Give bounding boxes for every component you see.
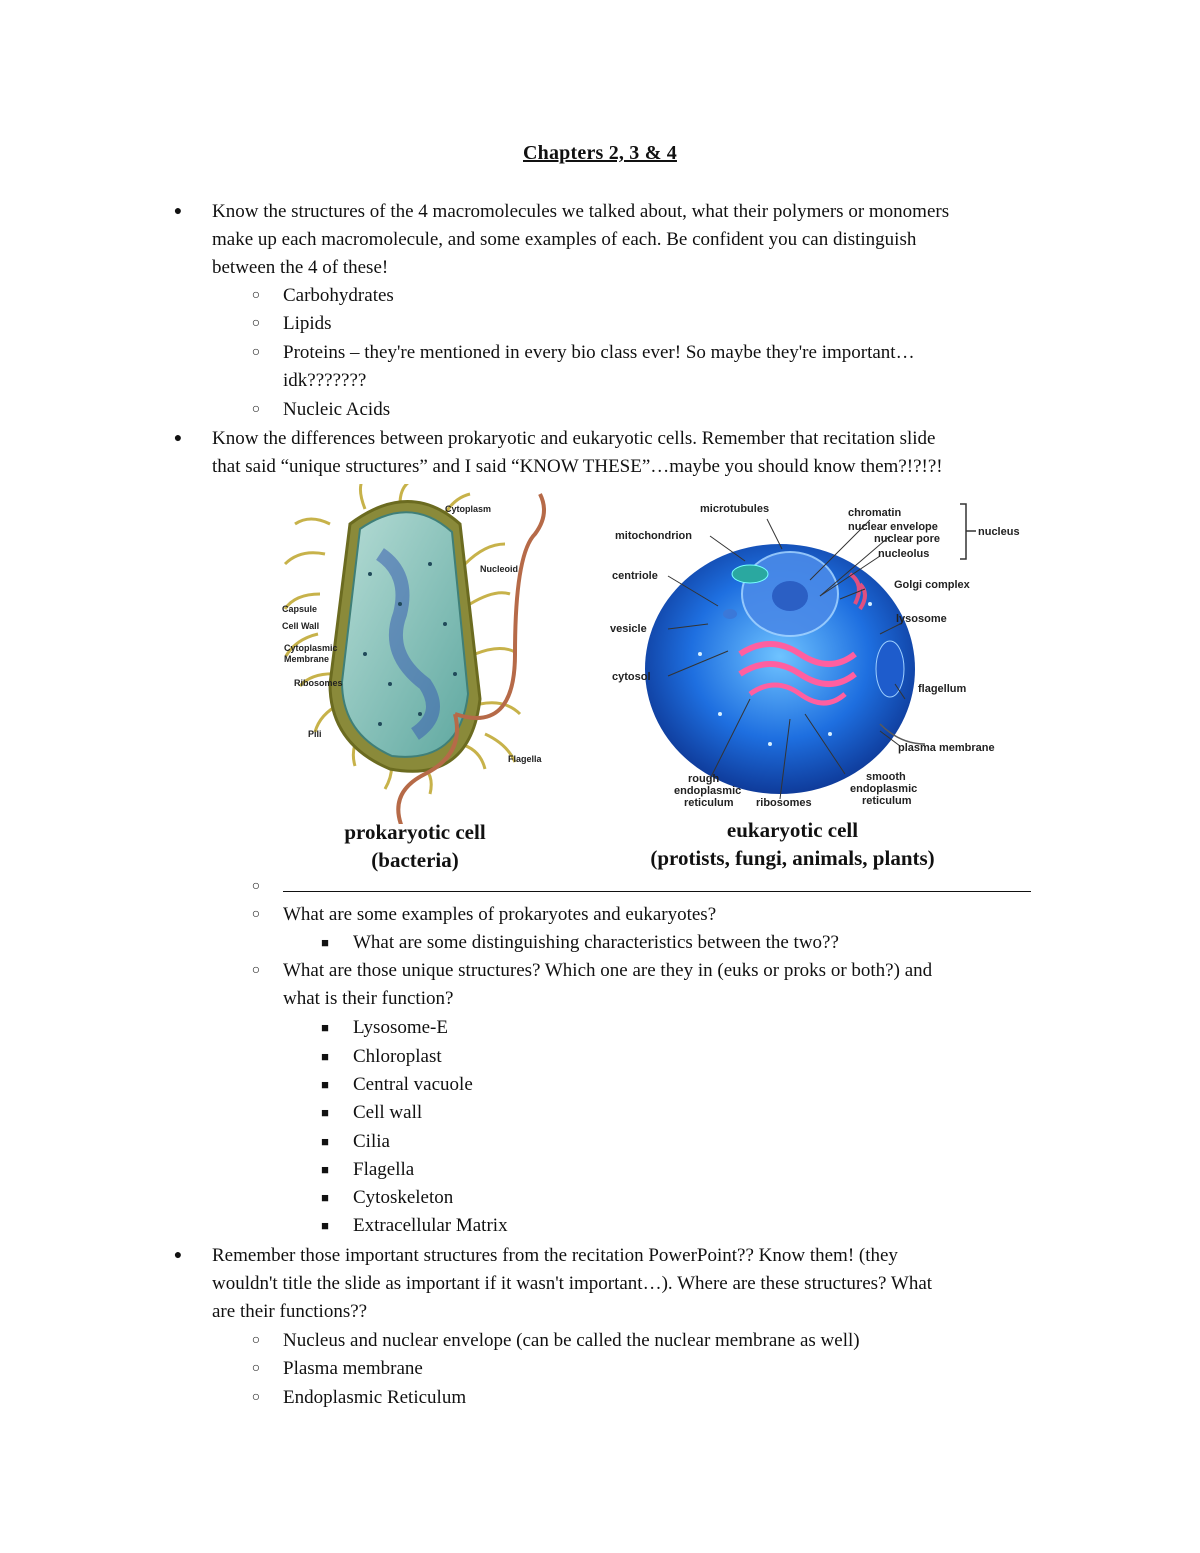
prokaryote-label: Cytoplasmic bbox=[284, 643, 338, 653]
circle-marker: ○ bbox=[251, 288, 261, 303]
circle-marker: ○ bbox=[251, 879, 261, 894]
bullet-marker: ● bbox=[173, 1248, 183, 1263]
eukaryote-label: flagellum bbox=[918, 683, 967, 695]
square-marker: ■ bbox=[321, 1105, 329, 1120]
list-item: Cytoskeleton bbox=[353, 1187, 454, 1208]
bullet3-line3: are their functions?? bbox=[212, 1301, 368, 1322]
list-item-continuation: idk??????? bbox=[283, 370, 367, 391]
square-marker: ■ bbox=[321, 1218, 329, 1233]
eukaryote-label: reticulum bbox=[862, 795, 912, 807]
list-item: Nucleic Acids bbox=[283, 399, 391, 420]
circle-marker: ○ bbox=[251, 1390, 261, 1405]
list-item: Cilia bbox=[353, 1131, 390, 1152]
bullet2-line2: that said “unique structures” and I said “KNOW THESE”…maybe you should know them?!?!?! bbox=[212, 456, 943, 477]
square-marker: ■ bbox=[321, 1077, 329, 1092]
list-item: Proteins – they're mentioned in every bio class ever! So maybe they're important… bbox=[283, 342, 915, 363]
eukaryote-label: vesicle bbox=[610, 623, 647, 635]
bullet1-line3: between the 4 of these! bbox=[212, 257, 389, 278]
list-item: Flagella bbox=[353, 1159, 415, 1180]
eukaryote-label: centriole bbox=[612, 570, 658, 582]
eukaryote-label: chromatin bbox=[848, 507, 902, 519]
square-marker: ■ bbox=[321, 1049, 329, 1064]
list-item-continuation: what is their function? bbox=[283, 988, 454, 1009]
page-title: Chapters 2, 3 & 4 bbox=[523, 142, 677, 164]
prokaryote-caption-sub: (bacteria) bbox=[371, 848, 459, 872]
bullet-marker: ● bbox=[173, 431, 183, 446]
eukaryote-label: endoplasmic bbox=[674, 785, 742, 797]
bullet3-line2: wouldn't title the slide as important if it wasn't important…). Where are these structures? What bbox=[212, 1273, 933, 1294]
eukaryote-label: lysosome bbox=[896, 613, 947, 625]
square-marker: ■ bbox=[321, 1134, 329, 1149]
eukaryote-label: reticulum bbox=[684, 797, 734, 809]
square-marker: ■ bbox=[321, 935, 329, 950]
prokaryote-drawing bbox=[282, 484, 544, 824]
prokaryote-label: Membrane bbox=[284, 654, 330, 664]
fill-in-blank-line bbox=[283, 891, 1031, 892]
eukaryote-label: plasma membrane bbox=[898, 742, 995, 754]
prokaryote-label: Pili bbox=[308, 729, 322, 739]
list-item: Nucleus and nuclear envelope (can be called the nuclear membrane as well) bbox=[283, 1330, 860, 1351]
bullet3-line1: Remember those important structures from the recitation PowerPoint?? Know them! (they bbox=[212, 1245, 898, 1266]
list-item: Carbohydrates bbox=[283, 285, 394, 306]
eukaryote-drawing bbox=[610, 503, 1020, 809]
eukaryote-label: nucleolus bbox=[878, 548, 930, 560]
square-marker: ■ bbox=[321, 1020, 329, 1035]
eukaryote-label: ribosomes bbox=[756, 797, 812, 809]
bullet2-line1: Know the differences between prokaryotic and eukaryotic cells. Remember that recitation slide bbox=[212, 428, 936, 449]
prokaryote-label: Nucleoid bbox=[480, 564, 519, 574]
list-item: What are some examples of prokaryotes and eukaryotes? bbox=[283, 904, 717, 925]
circle-marker: ○ bbox=[251, 1333, 261, 1348]
eukaryote-label: nuclear envelope bbox=[848, 521, 938, 533]
square-marker: ■ bbox=[321, 1190, 329, 1205]
list-item: Chloroplast bbox=[353, 1046, 442, 1067]
eukaryote-label: nuclear pore bbox=[874, 533, 941, 545]
list-item: Lipids bbox=[283, 313, 332, 334]
eukaryote-label: rough bbox=[688, 773, 720, 785]
circle-marker: ○ bbox=[251, 345, 261, 360]
list-item: Endoplasmic Reticulum bbox=[283, 1387, 467, 1408]
eukaryote-label: mitochondrion bbox=[615, 530, 692, 542]
eukaryote-label: cytosol bbox=[612, 671, 651, 683]
prokaryote-label: Cell Wall bbox=[282, 621, 320, 631]
prokaryote-label: Capsule bbox=[282, 604, 318, 614]
eukaryote-label: endoplasmic bbox=[850, 783, 918, 795]
list-item: Cell wall bbox=[353, 1102, 423, 1123]
circle-marker: ○ bbox=[251, 907, 261, 922]
eukaryote-label: microtubules bbox=[700, 503, 770, 515]
eukaryote-label: smooth bbox=[866, 771, 906, 783]
bullet-marker: ● bbox=[173, 204, 183, 219]
cell-illustration bbox=[270, 484, 1040, 824]
eukaryote-caption: eukaryotic cell bbox=[726, 818, 859, 842]
eukaryote-caption-sub: (protists, fungi, animals, plants) bbox=[650, 846, 935, 870]
prokaryote-label: Cytoplasm bbox=[445, 504, 492, 514]
cell-comparison-figure bbox=[270, 484, 1040, 874]
prokaryote-label: Flagella bbox=[508, 754, 542, 764]
eukaryote-label: Golgi complex bbox=[894, 579, 970, 591]
bullet1-line1: Know the structures of the 4 macromolecules we talked about, what their polymers or monomers bbox=[212, 201, 950, 222]
bullet1-line2: make up each macromolecule, and some examples of each. Be confident you can distinguish bbox=[212, 229, 917, 250]
eukaryote-label: nucleus bbox=[978, 526, 1020, 538]
list-item: What are some distinguishing characteristics between the two?? bbox=[353, 932, 839, 953]
list-item: Extracellular Matrix bbox=[353, 1215, 508, 1236]
prokaryote-label: Ribosomes bbox=[294, 678, 343, 688]
prokaryote-caption: prokaryotic cell bbox=[344, 820, 486, 844]
list-item: Plasma membrane bbox=[283, 1358, 423, 1379]
square-marker: ■ bbox=[321, 1162, 329, 1177]
circle-marker: ○ bbox=[251, 963, 261, 978]
circle-marker: ○ bbox=[251, 402, 261, 417]
list-item: Central vacuole bbox=[353, 1074, 473, 1095]
list-item: Lysosome-E bbox=[353, 1017, 448, 1038]
list-item: What are those unique structures? Which one are they in (euks or proks or both?) and bbox=[283, 960, 933, 981]
circle-marker: ○ bbox=[251, 316, 261, 331]
circle-marker: ○ bbox=[251, 1361, 261, 1376]
